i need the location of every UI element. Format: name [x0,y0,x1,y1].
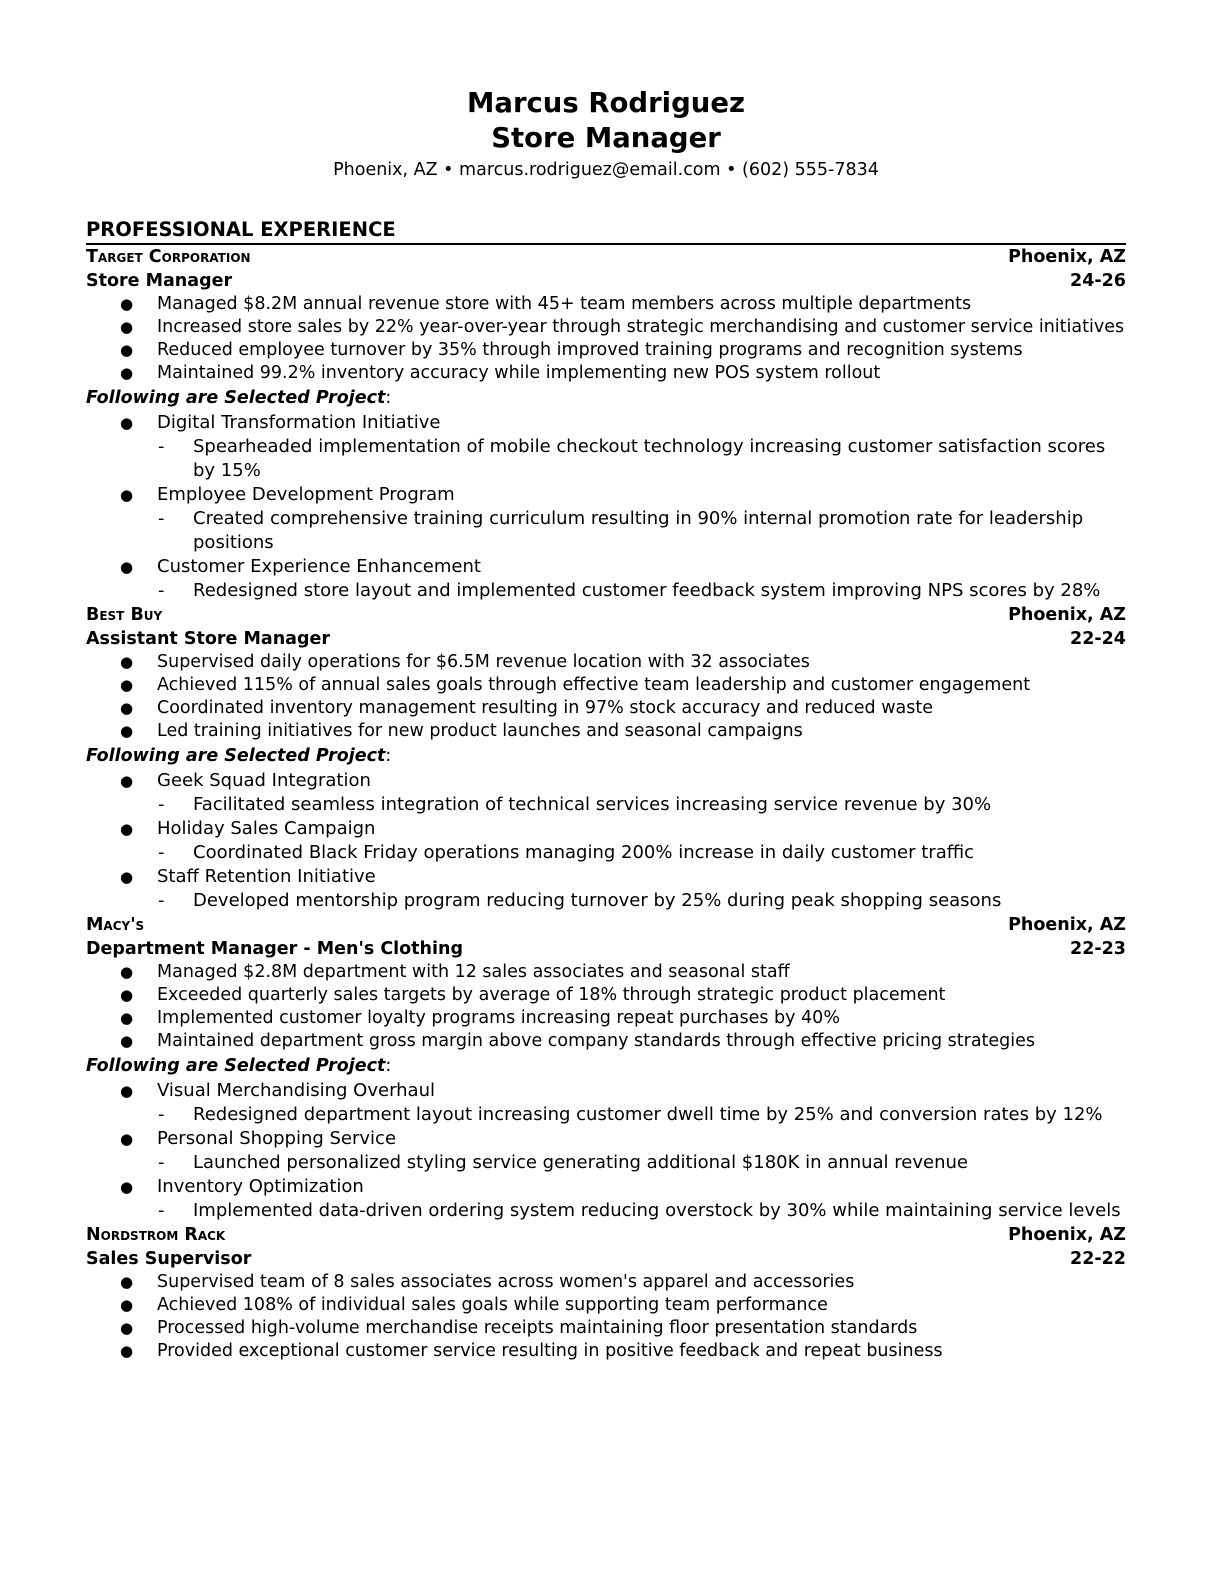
job-location: Phoenix, AZ [1008,247,1126,267]
job-bullets [86,1271,1126,1363]
project-name: Staff Retention Initiative [157,866,376,887]
project-name: Inventory Optimization [157,1176,364,1197]
job-bullet: ● Maintained 99.2% inventory accuracy while implementing new POS system rollout [86,362,1126,385]
candidate-title: Store Manager [491,122,721,154]
project-item [86,769,1126,817]
job-entry [86,1223,1126,1363]
project-detail: - Spearheaded implementation of mobile checkout technology increasing customer satisfaction scores by 15% [86,435,1126,483]
contact-line: Phoenix, AZ • marcus.rodriguez@email.com • (602) 555-7834 [333,160,879,180]
job-bullet: ● Processed high-volume merchandise receipts maintaining floor presentation standards [86,1317,1126,1340]
job-bullets [86,651,1126,743]
job-location: Phoenix, AZ [1008,605,1126,625]
job-dates: 22-22 [1070,1249,1126,1269]
job-bullet: ● Achieved 108% of individual sales goals while supporting team performance [86,1294,1126,1317]
project-list [86,1079,1126,1223]
projects-heading [86,386,1126,411]
project-item [86,1079,1126,1127]
project-name: Customer Experience Enhancement [157,556,481,577]
section-title-experience: PROFESSIONAL EXPERIENCE [86,217,1126,245]
job-bullet: ● Maintained department gross margin above company standards through effective pricing strategies [86,1030,1126,1053]
job-role-row [86,269,1126,293]
job-location: Phoenix, AZ [1008,915,1126,935]
project-item [86,1127,1126,1175]
project-detail: - Created comprehensive training curriculum resulting in 90% internal promotion rate for leadership positions [86,507,1126,555]
job-entry [86,603,1126,913]
candidate-name: Marcus Rodriguez [467,87,745,119]
projects-colon: : [385,388,392,408]
job-role: Department Manager - Men's Clothing [86,939,463,959]
job-bullet: ● Increased store sales by 22% year-over-year through strategic merchandising and customer service initiatives [86,316,1126,339]
project-item [86,411,1126,483]
job-bullet: ● Achieved 115% of annual sales goals through effective team leadership and customer engagement [86,674,1126,697]
project-name: Employee Development Program [157,484,455,505]
projects-label: Following are Selected Project [86,388,386,408]
job-company-row [86,603,1126,627]
resume-page [86,86,1126,1363]
project-item [86,483,1126,555]
job-bullets [86,961,1126,1053]
project-name: Visual Merchandising Overhaul [157,1080,435,1101]
job-company: Macy's [86,915,145,935]
job-bullet: ● Exceeded quarterly sales targets by average of 18% through strategic product placement [86,984,1126,1007]
job-dates: 24-26 [1070,271,1126,291]
projects-label: Following are Selected Project [86,1056,386,1076]
project-detail: - Launched personalized styling service generating additional $180K in annual revenue [86,1151,1126,1175]
job-dates: 22-23 [1070,939,1126,959]
project-detail: - Coordinated Black Friday operations managing 200% increase in daily customer traffic [86,841,1126,865]
job-role-row [86,627,1126,651]
job-bullet: ● Supervised daily operations for $6.5M revenue location with 32 associates [86,651,1126,674]
project-detail: - Implemented data-driven ordering system reducing overstock by 30% while maintaining service levels [86,1199,1126,1223]
project-detail: - Redesigned department layout increasing customer dwell time by 25% and conversion rates by 12% [86,1103,1126,1127]
job-role: Store Manager [86,271,233,291]
job-company: Nordstrom Rack [86,1225,226,1245]
job-bullet: ● Implemented customer loyalty programs increasing repeat purchases by 40% [86,1007,1126,1030]
projects-colon: : [385,1056,392,1076]
projects-colon: : [385,746,392,766]
projects-heading [86,1054,1126,1079]
job-role-row [86,1247,1126,1271]
projects-label: Following are Selected Project [86,746,386,766]
job-bullet: ● Coordinated inventory management resulting in 97% stock accuracy and reduced waste [86,697,1126,720]
job-entry [86,245,1126,603]
job-company-row [86,1223,1126,1247]
job-bullet: ● Led training initiatives for new product launches and seasonal campaigns [86,720,1126,743]
job-entry [86,913,1126,1223]
projects-heading [86,744,1126,769]
job-company: Best Buy [86,605,163,625]
project-detail: - Redesigned store layout and implemented customer feedback system improving NPS scores by 28% [86,579,1126,603]
project-name: Holiday Sales Campaign [157,818,376,839]
project-item [86,817,1126,865]
job-bullet: ● Supervised team of 8 sales associates across women's apparel and accessories [86,1271,1126,1294]
job-role: Sales Supervisor [86,1249,252,1269]
job-bullets [86,293,1126,385]
job-company: Target Corporation [86,247,251,267]
project-name: Digital Transformation Initiative [157,412,441,433]
job-bullet: ● Provided exceptional customer service resulting in positive feedback and repeat business [86,1340,1126,1363]
project-item [86,1175,1126,1223]
job-bullet: ● Reduced employee turnover by 35% through improved training programs and recognition systems [86,339,1126,362]
job-company-row [86,245,1126,269]
job-dates: 22-24 [1070,629,1126,649]
job-bullet: ● Managed $8.2M annual revenue store with 45+ team members across multiple departments [86,293,1126,316]
project-list [86,411,1126,603]
project-item [86,555,1126,603]
resume-header [86,86,1126,183]
job-bullet: ● Managed $2.8M department with 12 sales associates and seasonal staff [86,961,1126,984]
project-item [86,865,1126,913]
project-name: Personal Shopping Service [157,1128,397,1149]
job-role: Assistant Store Manager [86,629,330,649]
project-detail: - Facilitated seamless integration of technical services increasing service revenue by 30% [86,793,1126,817]
project-list [86,769,1126,913]
job-role-row [86,937,1126,961]
job-location: Phoenix, AZ [1008,1225,1126,1245]
project-name: Geek Squad Integration [157,770,371,791]
project-detail: - Developed mentorship program reducing turnover by 25% during peak shopping seasons [86,889,1126,913]
job-company-row [86,913,1126,937]
